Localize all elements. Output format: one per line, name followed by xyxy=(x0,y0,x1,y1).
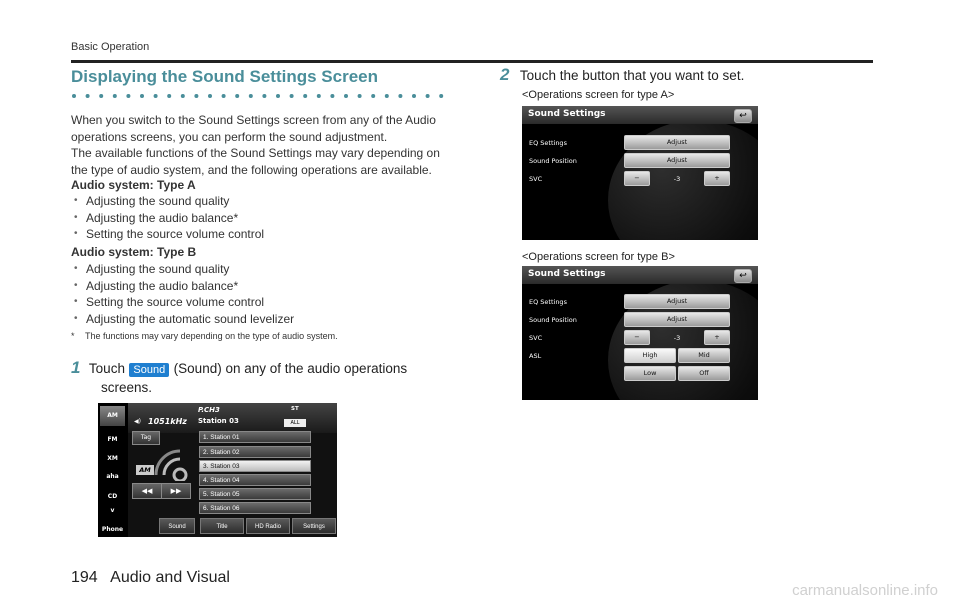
eq-settings-label: EQ Settings xyxy=(529,298,567,306)
source-aha[interactable]: aha xyxy=(106,473,119,480)
preset-6[interactable]: 6. Station 06 xyxy=(199,502,311,514)
asl-label: ASL xyxy=(529,352,542,360)
divider-dot xyxy=(86,94,90,98)
step-text-after: (Sound) on any of the audio operations xyxy=(173,361,408,376)
preset-3[interactable]: 3. Station 03 xyxy=(199,460,311,472)
divider-dot xyxy=(194,94,198,98)
station-name: Station 03 xyxy=(198,417,239,425)
dotted-divider xyxy=(71,92,451,100)
preset-channel: P.CH3 xyxy=(198,406,220,414)
sound-button-glyph: Sound xyxy=(129,363,169,377)
header-rule xyxy=(71,60,873,63)
sound-settings-screen-a xyxy=(522,106,758,240)
seek-back-button[interactable]: ◀◀ xyxy=(132,483,162,499)
divider-dot xyxy=(290,94,294,98)
settings-button[interactable]: Settings xyxy=(292,518,336,534)
preset-4[interactable]: 4. Station 04 xyxy=(199,474,311,486)
back-button[interactable] xyxy=(734,269,752,283)
stereo-indicator: ST xyxy=(291,406,299,412)
svc-minus-button[interactable]: − xyxy=(624,171,650,186)
list-item: • Adjusting the audio balance* xyxy=(71,210,451,227)
list-item: • Setting the source volume control xyxy=(71,294,451,311)
divider-dot xyxy=(330,94,334,98)
step-1 xyxy=(71,358,461,395)
divider-dot xyxy=(208,94,212,98)
hd-radio-button[interactable]: HD Radio xyxy=(246,518,290,534)
eq-adjust-button[interactable]: Adjust xyxy=(624,294,730,309)
eq-settings-label: EQ Settings xyxy=(529,139,567,147)
type-b-heading: Audio system: Type B xyxy=(71,245,197,259)
divider-dot xyxy=(113,94,117,98)
svc-value: -3 xyxy=(673,175,681,183)
section-title: Displaying the Sound Settings Screen xyxy=(71,67,378,86)
screen-a-caption: <Operations screen for type A> xyxy=(522,89,675,101)
divider-dot xyxy=(276,94,280,98)
frequency: 1051kHz xyxy=(148,417,187,426)
divider-dot xyxy=(222,94,226,98)
preset-2[interactable]: 2. Station 02 xyxy=(199,446,311,458)
step-text: Touch the button that you want to set. xyxy=(519,68,745,83)
svc-plus-button[interactable]: + xyxy=(704,330,730,345)
preset-1[interactable]: 1. Station 01 xyxy=(199,431,311,443)
screen-title: Sound Settings xyxy=(528,269,606,279)
sound-position-adjust-button[interactable]: Adjust xyxy=(624,312,730,327)
sound-position-label: Sound Position xyxy=(529,157,577,165)
divider-dot xyxy=(99,94,103,98)
divider-dot xyxy=(398,94,402,98)
title-button[interactable]: Title xyxy=(200,518,244,534)
seek-forward-button[interactable]: ▶▶ xyxy=(161,483,191,499)
screen-title: Sound Settings xyxy=(528,109,606,119)
source-phone[interactable]: Phone xyxy=(101,526,124,533)
source-more[interactable]: v xyxy=(110,507,115,514)
svc-label: SVC xyxy=(529,175,543,183)
preset-5[interactable]: 5. Station 05 xyxy=(199,488,311,500)
divider-dot xyxy=(426,94,430,98)
divider-dot xyxy=(140,94,144,98)
divider-dot xyxy=(72,94,76,98)
asl-low-button[interactable]: Low xyxy=(624,366,676,381)
divider-dot xyxy=(235,94,239,98)
svc-minus-button[interactable]: − xyxy=(624,330,650,345)
list-item: • Adjusting the audio balance* xyxy=(71,278,451,295)
asl-off-button[interactable]: Off xyxy=(678,366,730,381)
sound-position-adjust-button[interactable]: Adjust xyxy=(624,153,730,168)
step-text-line2: screens. xyxy=(101,380,153,395)
divider-dot xyxy=(249,94,253,98)
tag-button[interactable]: Tag xyxy=(132,431,160,445)
back-arrow-icon: ↩ xyxy=(739,271,747,281)
divider-dot xyxy=(358,94,362,98)
divider-dot xyxy=(181,94,185,98)
intro-paragraph-1: When you switch to the Sound Settings screen from any of the Audio operations screens, you can perform the sound adjustment. xyxy=(71,113,436,144)
footnote-mark: * xyxy=(71,331,75,341)
page-footer: 194 Audio and Visual xyxy=(71,569,230,586)
divider-dot xyxy=(303,94,307,98)
source-xm[interactable]: XM xyxy=(107,455,118,462)
divider-dot xyxy=(154,94,158,98)
step-text-before: Touch xyxy=(88,361,125,376)
sound-position-label: Sound Position xyxy=(529,316,577,324)
divider-dot xyxy=(167,94,171,98)
source-am[interactable]: AM xyxy=(100,406,125,426)
running-header: Basic Operation xyxy=(71,41,150,53)
signal-arcs-icon xyxy=(154,441,190,481)
all-badge: ALL xyxy=(284,419,306,427)
band-badge: AM xyxy=(136,465,154,475)
list-item: • Setting the source volume control xyxy=(71,226,451,243)
divider-dot xyxy=(385,94,389,98)
footnote xyxy=(71,331,338,341)
type-a-heading: Audio system: Type A xyxy=(71,178,196,192)
divider-dot xyxy=(344,94,348,98)
screen-b-caption: <Operations screen for type B> xyxy=(522,251,675,263)
sound-settings-screen-b xyxy=(522,266,758,400)
list-item: • Adjusting the automatic sound levelizer xyxy=(71,311,451,328)
watermark: carmanualsonline.info xyxy=(792,582,938,599)
divider-dot xyxy=(262,94,266,98)
source-cd[interactable]: CD xyxy=(107,493,118,500)
divider-dot xyxy=(317,94,321,98)
step-2 xyxy=(500,65,744,85)
sound-button[interactable]: Sound xyxy=(159,518,195,534)
step-number: 1 xyxy=(71,358,81,377)
step-number: 2 xyxy=(500,65,510,84)
asl-high-button[interactable]: High xyxy=(624,348,676,363)
back-arrow-icon: ↩ xyxy=(739,111,747,121)
footnote-text: The functions may vary depending on the type of audio system. xyxy=(85,331,338,341)
divider-dot xyxy=(371,94,375,98)
svc-label: SVC xyxy=(529,334,543,342)
divider-dot xyxy=(439,94,443,98)
type-b-list xyxy=(71,261,451,327)
list-item: • Adjusting the sound quality xyxy=(71,193,451,210)
eq-adjust-button[interactable]: Adjust xyxy=(624,135,730,150)
back-button[interactable] xyxy=(734,109,752,123)
type-a-list xyxy=(71,193,451,243)
svc-plus-button[interactable]: + xyxy=(704,171,730,186)
list-item: • Adjusting the sound quality xyxy=(71,261,451,278)
divider-dot xyxy=(412,94,416,98)
svc-value: -3 xyxy=(673,334,681,342)
speaker-icon: ◀) xyxy=(134,418,141,425)
intro-paragraph-2: The available functions of the Sound Settings may vary depending on the type of audio system, and the following operations are available. xyxy=(71,146,440,177)
asl-mid-button[interactable]: Mid xyxy=(678,348,730,363)
source-fm[interactable]: FM xyxy=(107,436,118,443)
divider-dot xyxy=(126,94,130,98)
